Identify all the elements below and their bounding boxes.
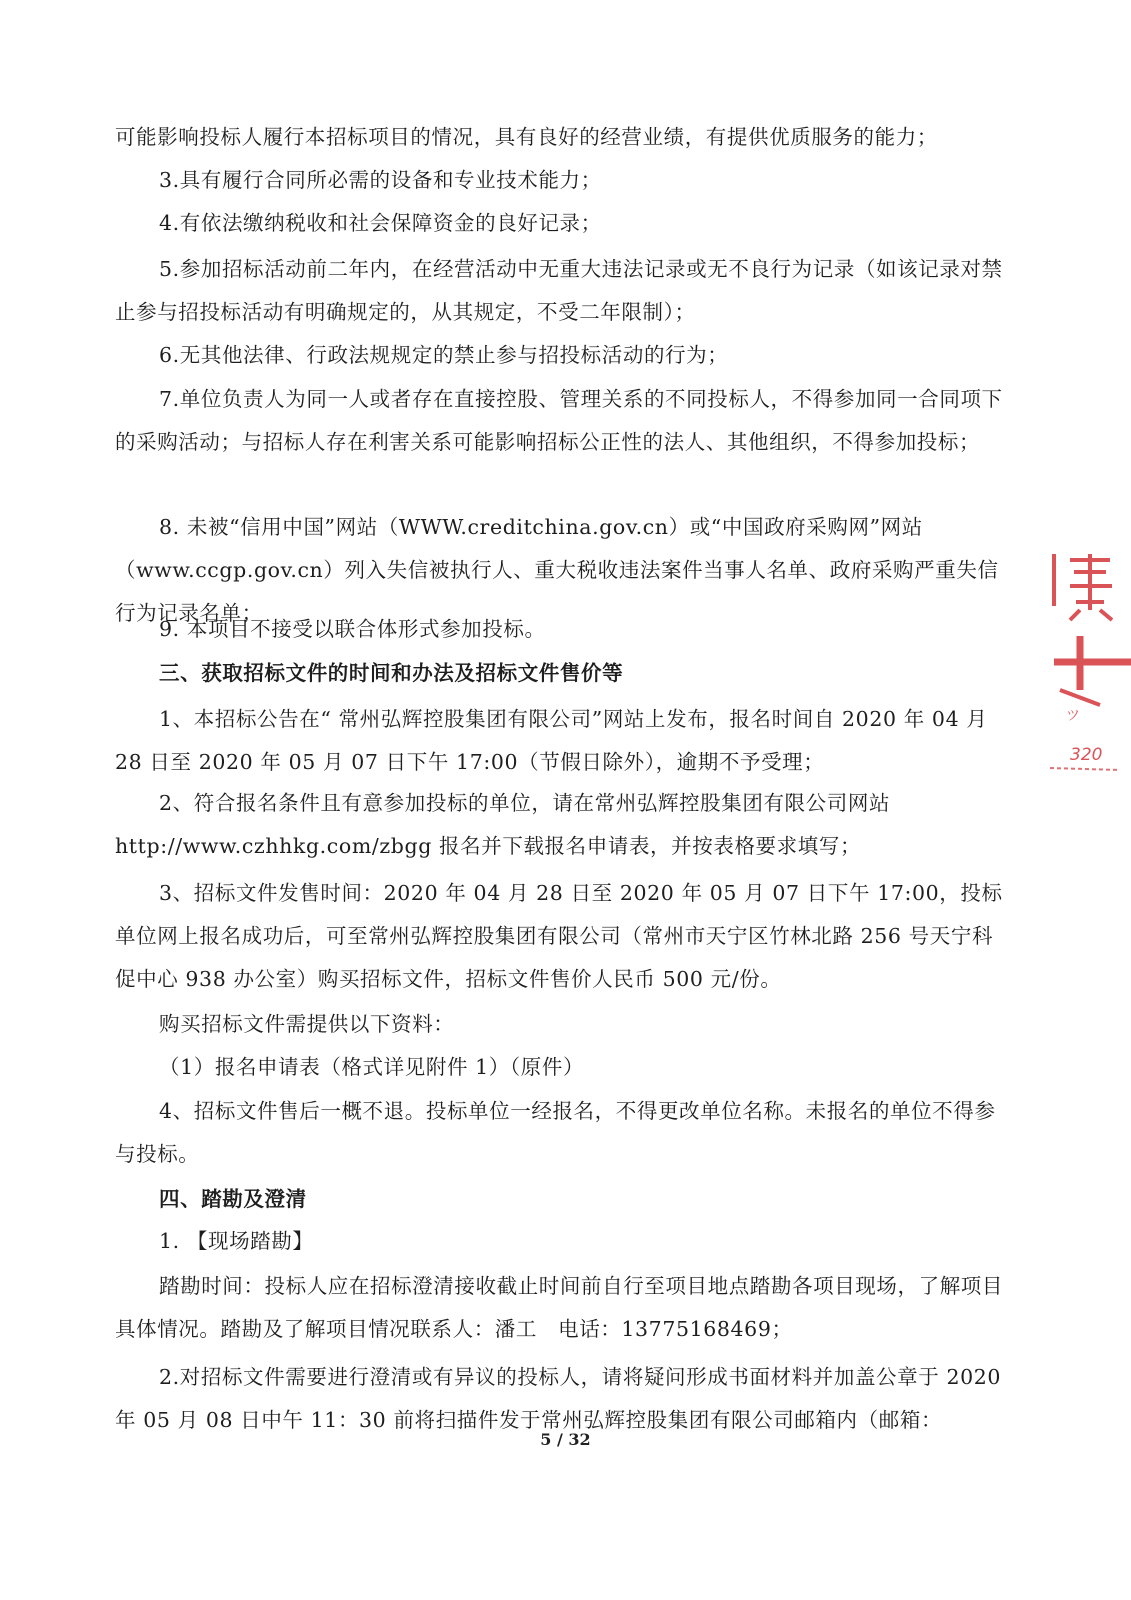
paragraph-materials-intro: 购买招标文件需提供以下资料：	[159, 1012, 455, 1036]
paragraph-item-7: 7.单位负责人为同一人或者存在直接控股、管理关系的不同投标人，不得参加同一合同项下的采购活动；与招标人存在利害关系可能影响招标公正性的法人、其他组织，不得参加投标；	[115, 387, 1003, 454]
seal-stamp-fragment	[1040, 540, 1131, 780]
paragraph-3-3: 3、招标文件发售时间：2020 年 04 月 28 日至 2020 年 05 月 07 日下午 17:00，投标单位网上报名成功后，可至常州弘辉控股集团有限公司（常州市天宁区竹林北路 256 号天宁科促中心 938 办公室）购买招标文件，招标文件售价人民币 500 元/份。	[115, 881, 1003, 991]
svg-text:320: 320	[1070, 745, 1103, 765]
paragraph-3-1: 1、本招标公告在“ 常州弘辉控股集团有限公司”网站上发布，报名时间自 2020 年 04 月 28 日至 2020 年 05 月 07 日下午 17:00（节假日除外），逾期不予受理；	[115, 707, 995, 774]
paragraph-4-1-heading: 1. 【现场踏勘】	[159, 1229, 314, 1253]
paragraph-item-9: 9. 本项目不接受以联合体形式参加投标。	[159, 617, 546, 641]
section-heading-3: 三、获取招标文件的时间和办法及招标文件售价等	[159, 661, 624, 685]
section-heading-4: 四、踏勘及澄清	[159, 1187, 307, 1211]
paragraph-4-2: 2.对招标文件需要进行澄清或有异议的投标人，请将疑问形成书面材料并加盖公章于 2020 年 05 月 08 日中午 11：30 前将扫描件发于常州弘辉控股集团有限公司邮箱内（邮箱：	[115, 1365, 1009, 1432]
paragraph-materials-item-1: （1）报名申请表（格式详见附件 1）（原件）	[159, 1055, 585, 1079]
paragraph-item-4: 4.有依法缴纳税收和社会保障资金的良好记录；	[159, 211, 602, 235]
paragraph-3-2: 2、符合报名条件且有意参加投标的单位，请在常州弘辉控股集团有限公司网站 http://www.czhhkg.com/zbgg 报名并下载报名申请表，并按表格要求填写；	[115, 791, 898, 858]
paragraph-item-6: 6.无其他法律、行政法规规定的禁止参与招投标活动的行为；	[159, 343, 729, 367]
paragraph-item-8: 8. 未被“信用中国”网站（WWW.creditchina.gov.cn）或“中国政府采购网”网站（www.ccgp.gov.cn）列入失信被执行人、重大税收违法案件当事人名单、政府采购严重失信行为记录名单；	[115, 515, 999, 625]
paragraph-qualification-continued: 可能影响投标人履行本招标项目的情况，具有良好的经营业绩，有提供优质服务的能力；	[115, 125, 938, 149]
page-number: 5 / 32	[540, 1430, 591, 1449]
paragraph-3-4: 4、招标文件售后一概不退。投标单位一经报名，不得更改单位名称。未报名的单位不得参与投标。	[115, 1099, 996, 1166]
svg-text:ツ: ツ	[1066, 708, 1080, 724]
paragraph-item-5: 5.参加招标活动前二年内，在经营活动中无重大违法记录或无不良行为记录（如该记录对禁止参与招投标活动有明确规定的，从其规定，不受二年限制）；	[115, 257, 1003, 324]
paragraph-site-visit: 踏勘时间：投标人应在招标澄清接收截止时间前自行至项目地点踏勘各项目现场，了解项目具体情况。踏勘及了解项目情况联系人：潘工 电话：13775168469；	[115, 1274, 1003, 1341]
paragraph-item-3: 3.具有履行合同所必需的设备和专业技术能力；	[159, 168, 602, 192]
